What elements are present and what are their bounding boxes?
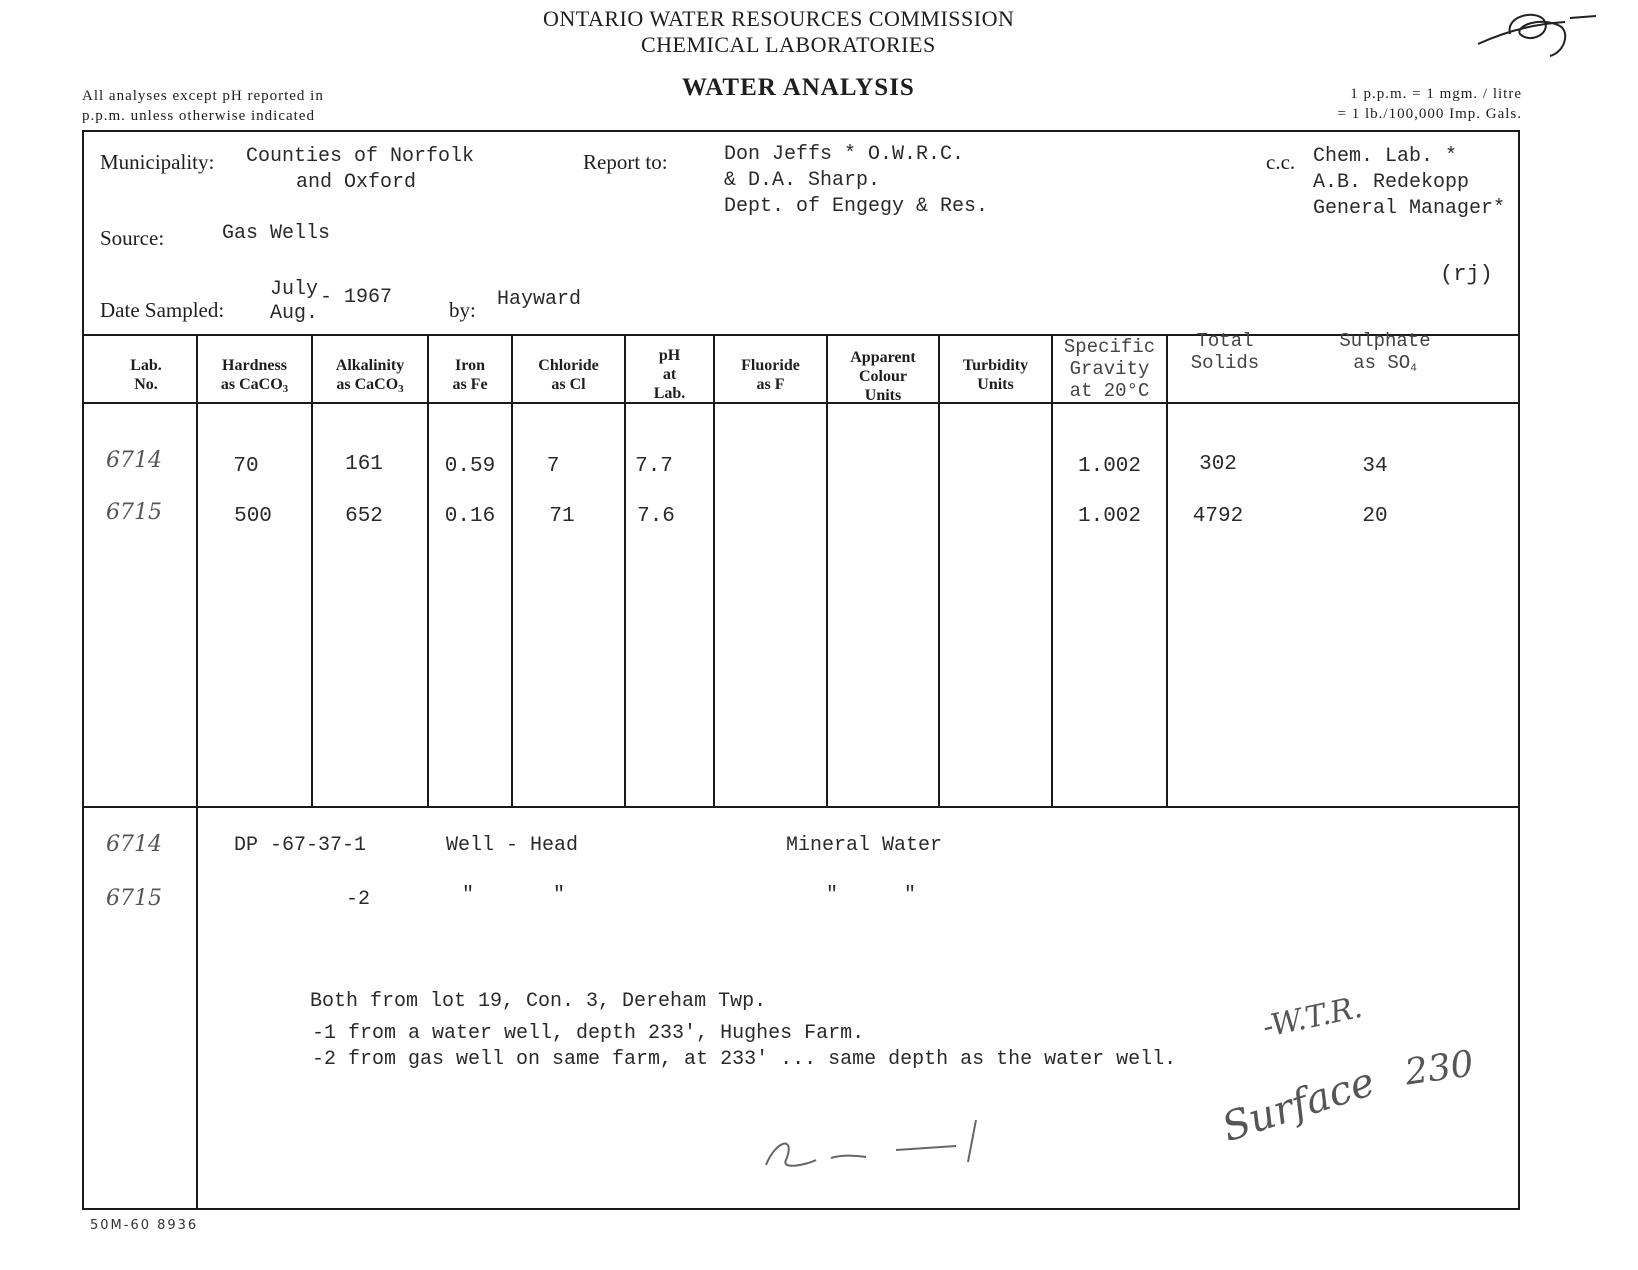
source-value: Gas Wells: [222, 222, 331, 245]
specific-gravity-value: 1.002: [1077, 455, 1141, 478]
handwritten-surface: Surface: [1216, 1058, 1381, 1152]
lab-number: 6714: [106, 448, 162, 473]
cc-line3: General Manager*: [1313, 197, 1506, 220]
typist-initials: (rj): [1440, 262, 1493, 287]
cc-line2: A.B. Redekopp: [1313, 171, 1470, 194]
remark-lab-number: 6715: [106, 886, 162, 911]
units-note-right-line2: = 1 lb./100,000 Imp. Gals.: [1337, 106, 1522, 122]
col-divider: [938, 334, 940, 806]
municipality-value-line1: Counties of Norfolk: [246, 145, 475, 168]
units-note-right: [1284, 84, 1522, 124]
col-header-alkalinity: Alkalinity as CaCO$_3$: [335, 357, 405, 395]
chloride-value: 71: [549, 505, 575, 528]
col-header-ph: pH at Lab.: [653, 347, 686, 402]
report-to-line1: Don Jeffs * O.W.R.C.: [724, 143, 965, 166]
chloride-value: 7: [546, 455, 560, 478]
col-header-apparent-colour: Apparent Colour Units: [850, 349, 916, 404]
date-year: - 1967: [320, 286, 393, 309]
col-header-chloride: Chloride as Cl: [538, 357, 599, 393]
signature-scribble: [1470, 4, 1600, 64]
lab-number: 6715: [106, 500, 162, 525]
ph-value: 7.6: [637, 505, 675, 528]
lab-name: CHEMICAL LABORATORIES: [641, 32, 936, 57]
remark-sample-code: -2: [346, 888, 371, 911]
col-divider: [1051, 334, 1053, 806]
iron-value: 0.59: [444, 455, 496, 478]
sampled-by-value: Hayward: [497, 288, 582, 311]
sulphate-value: 20: [1362, 505, 1388, 528]
cc-label: c.c.: [1266, 150, 1296, 174]
remark-lab-number: 6714: [106, 832, 162, 857]
cc-line1: Chem. Lab. *: [1313, 145, 1458, 168]
date-month-2: Aug.: [270, 302, 319, 325]
ditto-mark: ": [904, 884, 917, 907]
document-title: WATER ANALYSIS: [682, 74, 915, 101]
col-header-sulphate: Sulphate as $SO_4$: [1339, 330, 1431, 375]
report-to-line3: Dept. of Engegy & Res.: [724, 195, 989, 218]
table-header-bottom: [82, 402, 1520, 404]
handwritten-depth: 230: [1402, 1043, 1477, 1094]
table-top-border: [82, 334, 1520, 336]
date-month-1: July: [270, 278, 319, 301]
col-divider: [427, 334, 429, 806]
form-border-top: [82, 130, 1520, 132]
municipality-value-line2: and Oxford: [296, 171, 417, 194]
remark-sample-desc: Well - Head: [446, 834, 579, 857]
col-header-iron: Iron as Fe: [452, 357, 488, 393]
units-note-right-line1: 1 p.p.m. = 1 mgm. / litre: [1350, 86, 1522, 102]
col-divider: [624, 334, 626, 806]
hardness-value: 500: [234, 505, 272, 528]
form-border-left: [82, 130, 84, 1210]
form-border-bottom: [82, 1208, 1520, 1210]
col-divider: [1166, 334, 1168, 806]
col-header-hardness: Hardness as CaCO$_3$: [220, 357, 289, 395]
sampling-note-line1: Both from lot 19, Con. 3, Dereham Twp.: [310, 990, 767, 1013]
ditto-mark: ": [826, 884, 839, 907]
ditto-mark: ": [462, 884, 475, 907]
handwritten-initials: -W.T.R.: [1259, 989, 1366, 1046]
table-body-bottom: [82, 806, 1520, 808]
ditto-mark: ": [553, 884, 566, 907]
col-header-fluoride: Fluoride as F: [741, 357, 800, 393]
report-to-line2: & D.A. Sharp.: [724, 169, 881, 192]
report-to-label: Report to:: [583, 150, 668, 174]
col-divider: [311, 334, 313, 806]
units-note-left-line1: All analyses except pH reported in: [82, 88, 324, 104]
remark-sample-code: DP -67-37-1: [234, 834, 367, 857]
form-border-right: [1518, 130, 1520, 1210]
specific-gravity-value: 1.002: [1077, 505, 1141, 528]
municipality-label: Municipality:: [100, 150, 215, 174]
total-solids-value: 302: [1199, 453, 1237, 476]
alkalinity-value: 652: [345, 505, 383, 528]
ph-value: 7.7: [635, 455, 673, 478]
col-header-total-solids: Total Solids: [1190, 330, 1260, 374]
alkalinity-value: 161: [345, 453, 383, 476]
col-divider: [713, 334, 715, 806]
iron-value: 0.16: [444, 505, 496, 528]
sampling-note-line3: -2 from gas well on same farm, at 233' ... same depth as the water well.: [312, 1048, 1177, 1071]
col-header-specific-gravity: Specific Gravity at 20°C: [1063, 336, 1156, 402]
col-header-lab-no: Lab. No.: [130, 357, 162, 393]
form-code: 50M-60 8936: [90, 1218, 199, 1233]
source-label: Source:: [100, 226, 165, 250]
total-solids-value: 4792: [1192, 505, 1244, 528]
col-header-turbidity: Turbidity Units: [962, 357, 1029, 393]
sulphate-value: 34: [1362, 455, 1388, 478]
units-note-left-line2: p.p.m. unless otherwise indicated: [82, 108, 315, 124]
col-divider: [511, 334, 513, 806]
remark-sample-type: Mineral Water: [786, 834, 943, 857]
date-sampled-label: Date Sampled:: [100, 298, 225, 322]
sampling-note-line2: -1 from a water well, depth 233', Hughes Farm.: [312, 1022, 865, 1045]
org-name: ONTARIO WATER RESOURCES COMMISSION: [543, 6, 1015, 31]
hardness-value: 70: [233, 455, 259, 478]
sampled-by-label: by:: [449, 298, 476, 322]
units-note-left: [82, 86, 324, 126]
handwritten-scribble: [756, 1110, 1036, 1180]
